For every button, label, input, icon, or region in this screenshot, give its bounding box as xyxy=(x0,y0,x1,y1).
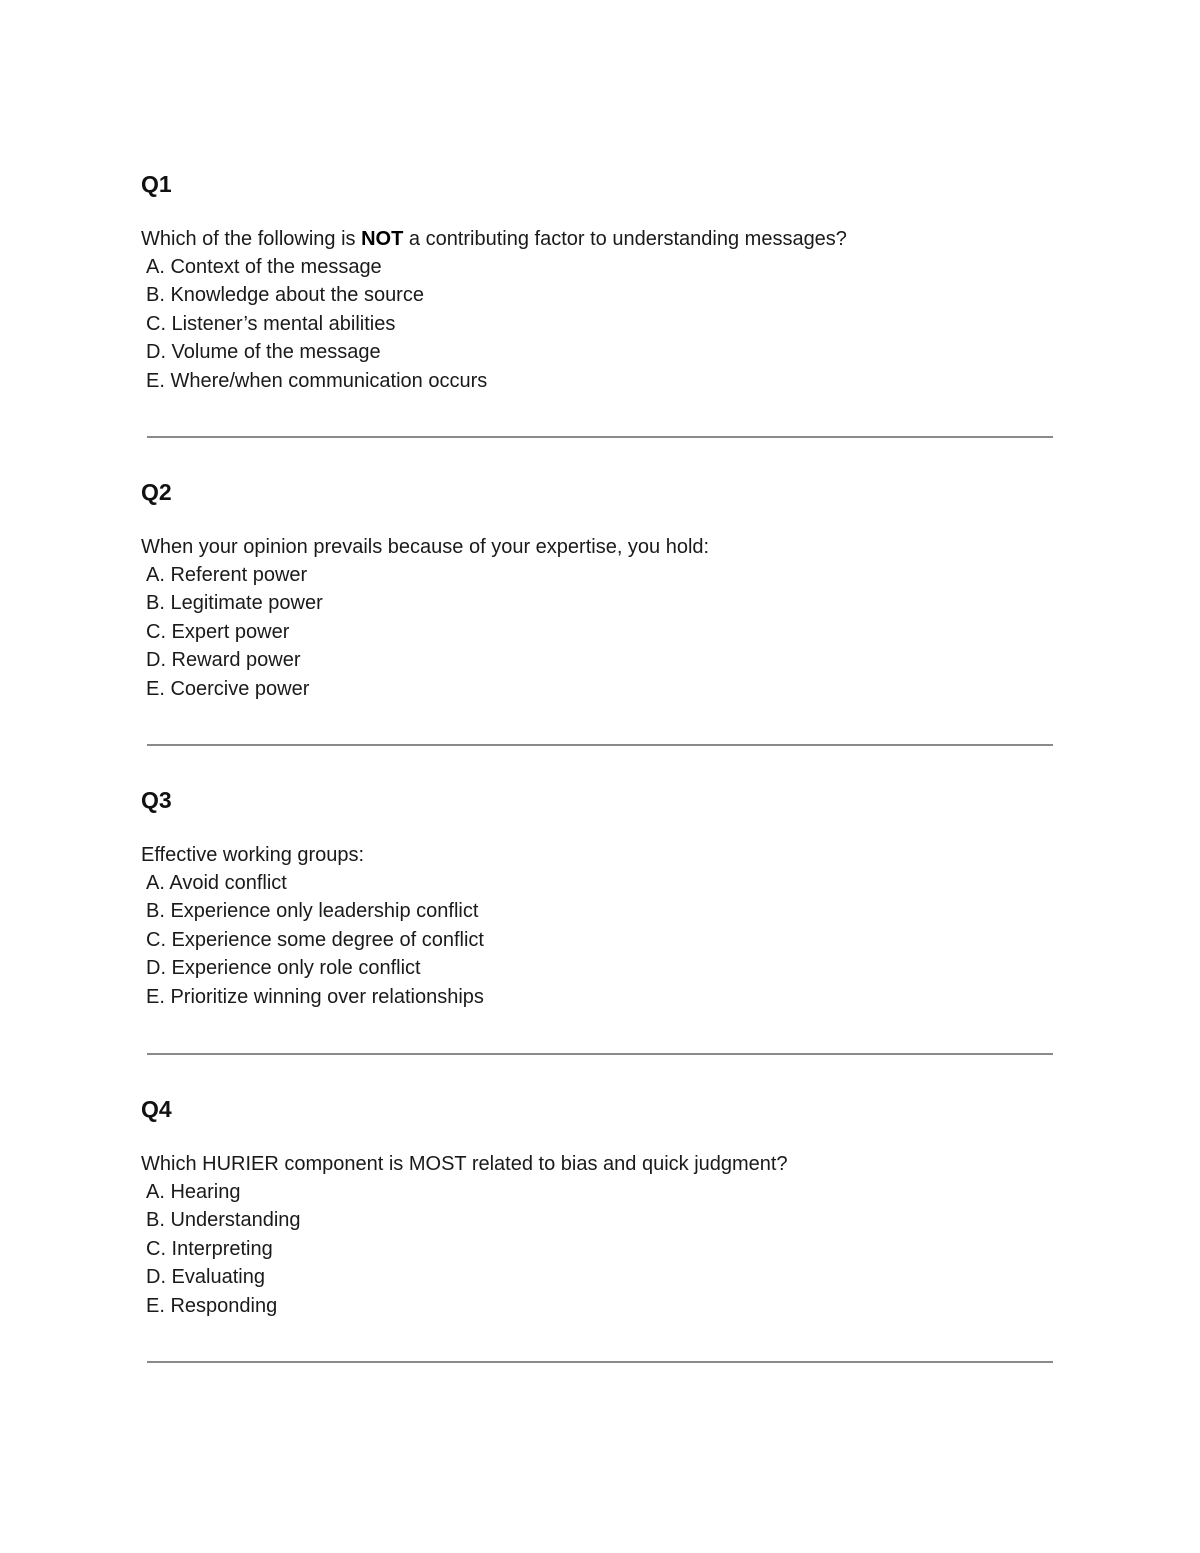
answer-option-a: A. Context of the message xyxy=(146,256,382,278)
answer-option-a: A. Avoid conflict xyxy=(146,872,287,894)
question-text-emphasis: NOT xyxy=(361,228,404,250)
question-heading: Q1 xyxy=(141,171,172,197)
answer-option-e: E. Responding xyxy=(146,1294,278,1317)
answer-option-c: C. Interpreting xyxy=(146,1237,273,1260)
answer-options xyxy=(141,253,1061,395)
answer-option-a: A. Hearing xyxy=(146,1181,241,1203)
answer-options xyxy=(141,561,1061,703)
answer-options xyxy=(141,1178,1061,1320)
answer-option-b: B. Experience only leadership conflict xyxy=(146,900,479,923)
answer-option-a: A. Referent power xyxy=(146,564,308,586)
section-divider xyxy=(147,1361,1053,1363)
answer-option-e: E. Coercive power xyxy=(146,677,310,700)
question-text: Effective working groups: xyxy=(141,844,365,866)
question-3 xyxy=(141,786,1061,1011)
answer-option-e: E. Where/when communication occurs xyxy=(146,369,488,392)
question-text-part: a contributing factor to understanding messages? xyxy=(403,228,847,250)
answer-option-c: C. Experience some degree of conflict xyxy=(146,928,484,951)
section-divider xyxy=(147,1053,1053,1055)
question-heading: Q2 xyxy=(141,479,172,505)
answer-option-d: D. Volume of the message xyxy=(146,341,381,364)
answer-option-c: C. Listener’s mental abilities xyxy=(146,312,396,335)
question-text xyxy=(141,225,1061,253)
answer-option-e: E. Prioritize winning over relationships xyxy=(146,985,484,1008)
question-text: Which HURIER component is MOST related to bias and quick judgment? xyxy=(141,1153,788,1175)
answer-option-b: B. Knowledge about the source xyxy=(146,284,424,307)
answer-options xyxy=(141,869,1061,1011)
question-text: When your opinion prevails because of your expertise, you hold: xyxy=(141,536,710,558)
answer-option-d: D. Reward power xyxy=(146,649,301,672)
question-2 xyxy=(141,478,1061,703)
question-text-part: Which of the following is xyxy=(141,228,362,250)
question-heading: Q4 xyxy=(141,1096,172,1122)
section-divider xyxy=(147,744,1053,746)
answer-option-d: D. Evaluating xyxy=(146,1266,265,1289)
answer-option-b: B. Understanding xyxy=(146,1209,301,1232)
answer-option-c: C. Expert power xyxy=(146,620,290,643)
answer-option-d: D. Experience only role conflict xyxy=(146,957,421,980)
question-1 xyxy=(141,170,1061,395)
question-heading: Q3 xyxy=(141,787,172,813)
section-divider xyxy=(147,436,1053,438)
question-4 xyxy=(141,1095,1061,1320)
answer-option-b: B. Legitimate power xyxy=(146,592,323,615)
